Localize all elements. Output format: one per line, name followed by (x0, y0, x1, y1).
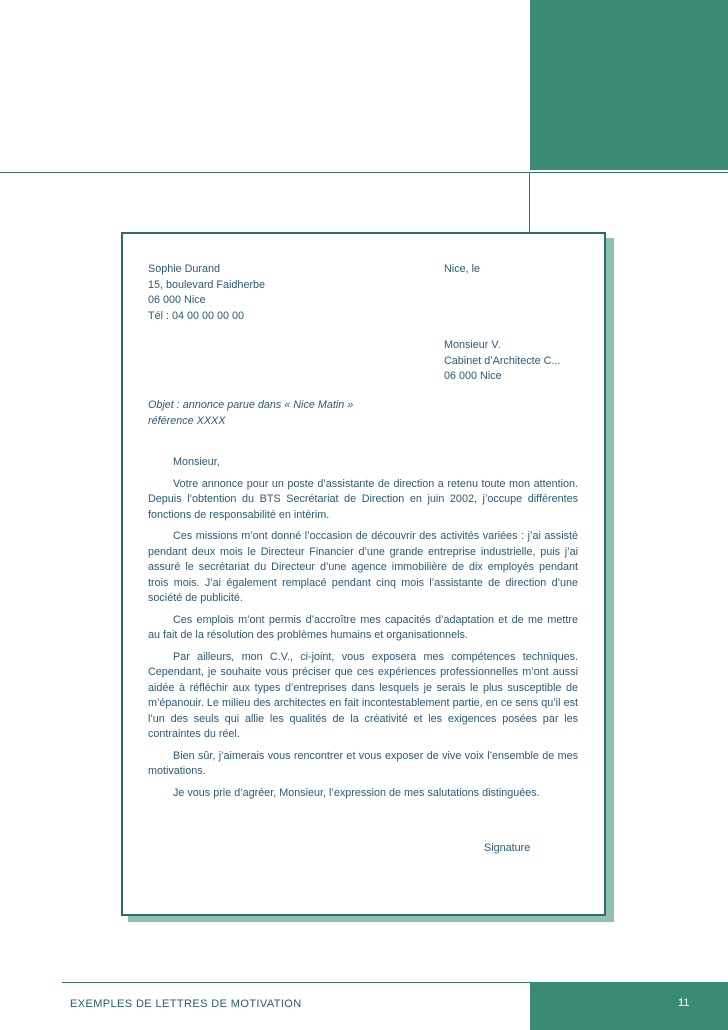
body-paragraph: Votre annonce pour un poste d’assistante de direction a retenu toute mon attention. Depuis l’obtention du BTS Secrétariat de Direction en juin 2002, j’occupe différentes fonctions de responsabilité en intérim. (148, 477, 578, 521)
letter-date: Nice, le (444, 263, 481, 275)
signature: Signature (484, 842, 531, 854)
header-divider-line (0, 172, 728, 173)
sender-name: Sophie Durand (148, 263, 221, 275)
subject-line: Objet : annonce parue dans « Nice Matin » (148, 399, 354, 411)
subject-block (148, 398, 353, 429)
recipient-block (444, 338, 560, 385)
letter-body (148, 455, 578, 807)
sender-address-line1: 15, boulevard Faidherbe (148, 278, 266, 291)
body-paragraph: Ces emplois m’ont permis d’accroître mes capacités d’adaptation et de me mettre au fait de la résolution des problèmes humains et organisationnels. (148, 613, 578, 641)
sender-phone: Tél : 04 00 00 00 00 (148, 309, 245, 322)
body-paragraph: Bien sûr, j’aimerais vous rencontrer et vous exposer de vive voix l’ensemble de mes motivations. (148, 749, 578, 777)
body-paragraph: Par ailleurs, mon C.V., ci-joint, vous exposera mes compétences techniques. Cependant, je souhaite vous préciser que ces expériences professionnelles m’ont aussi aidée à réfléchir aux types d’entreprises dans lesquels je serais le plus susceptible de m’épanouir. Le milieu des architectes en fait incontestablement partie, en ce sens qu’il est l’un des seuls qui allie les qualités de la créativité et les exigences posées par les contraintes du réel. (148, 650, 578, 740)
footer-title: EXEMPLES DE LETTRES DE MOTIVATION (70, 998, 302, 1010)
body-paragraph: Ces missions m’ont donné l’occasion de découvrir des activités variées : j’ai assisté pendant deux mois le Directeur Financier d’une grande entreprise industrielle, puis j’ai assuré le secrétariat du Directeur d’une agence immobilière de dix employés pendant trois mois. J’ai également remplacé pendant cinq mois l’assistante de direction d’une société de publicité. (148, 530, 578, 604)
page-number: 11 (678, 997, 690, 1009)
footer-divider-line (62, 982, 530, 983)
sender-address-line2: 06 000 Nice (148, 294, 206, 306)
recipient-city: 06 000 Nice (444, 370, 502, 382)
recipient-company: Cabinet d’Architecte C... (444, 354, 561, 367)
closing-paragraph: Je vous prie d’agréer, Monsieur, l’expression de mes salutations distinguées. (173, 786, 540, 799)
decorative-green-block-bottom (530, 982, 728, 1030)
header-vertical-line (529, 172, 530, 232)
recipient-name: Monsieur V. (444, 339, 501, 351)
subject-reference: référence XXXX (148, 414, 226, 427)
decorative-green-block-top (530, 0, 728, 170)
sender-block (148, 262, 578, 324)
salutation: Monsieur, (173, 456, 220, 468)
